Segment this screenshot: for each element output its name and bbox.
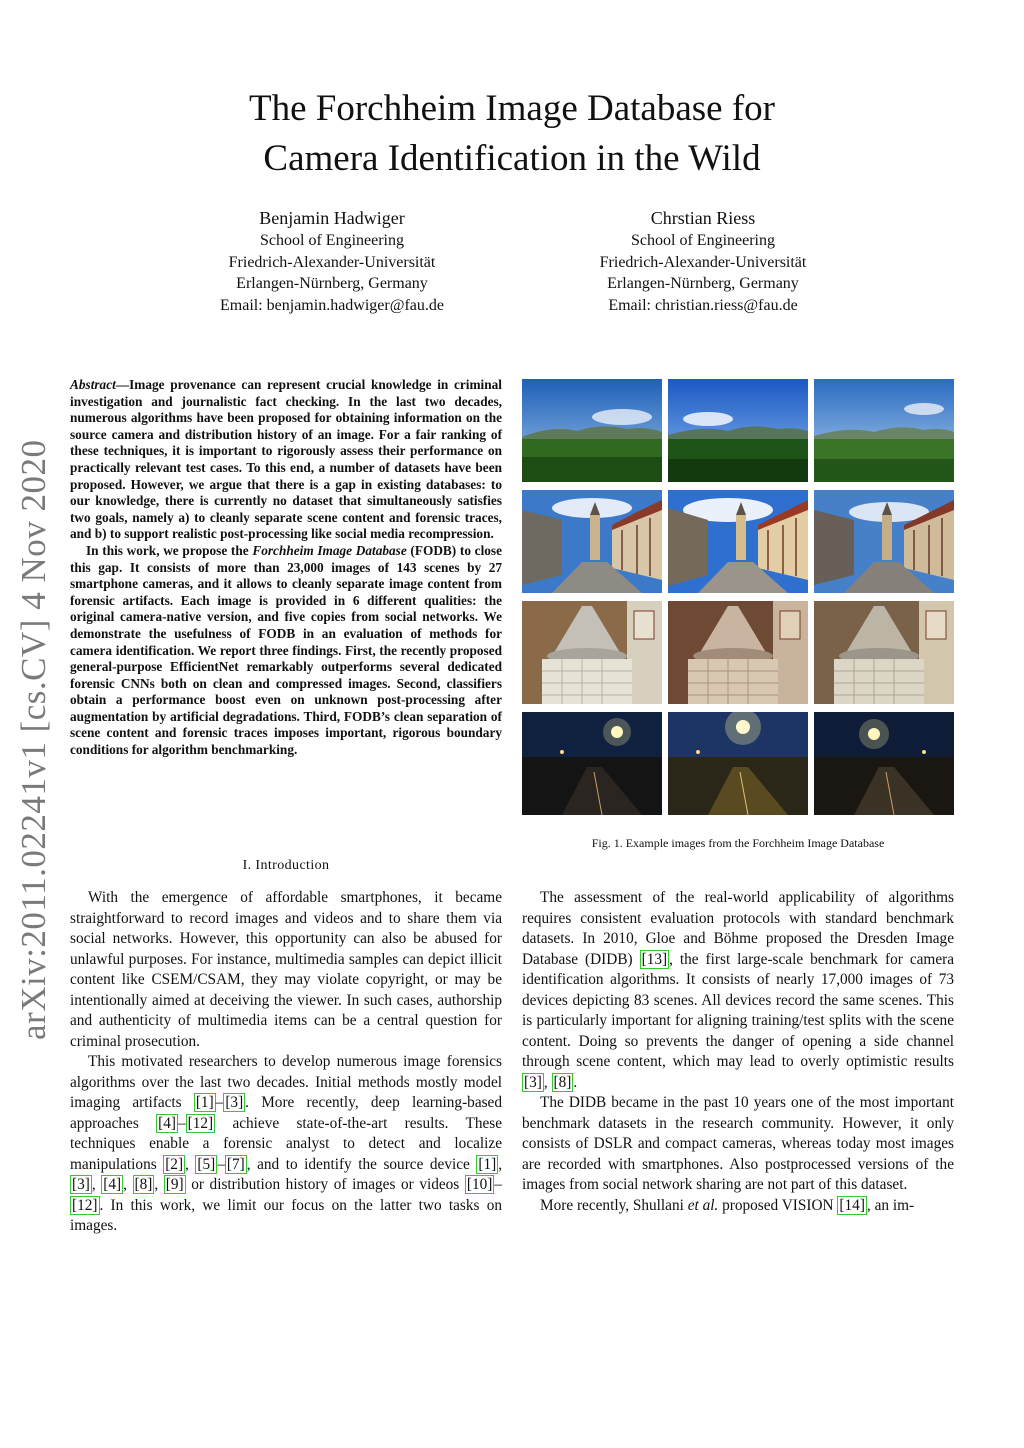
author-location: Erlangen-Nürnberg, Germany — [236, 275, 428, 292]
author-school: School of Engineering — [260, 232, 404, 249]
abstract — [70, 377, 502, 759]
example-image-kettle-1 — [522, 601, 662, 704]
abstract-paragraph-2 — [70, 543, 502, 759]
citation-link[interactable]: [7] — [226, 1155, 245, 1173]
example-image-street-1 — [522, 490, 662, 593]
example-image-night-2 — [668, 712, 808, 815]
author-name: Chrstian Riess — [650, 208, 756, 228]
citation-link[interactable]: [3] — [225, 1094, 244, 1111]
figure-caption: Fig. 1. Example images from the Forchheim Image Database — [591, 836, 885, 850]
example-image-kettle-2 — [668, 601, 808, 704]
example-image-landscape-3 — [814, 379, 954, 482]
paper-title — [112, 84, 912, 184]
citation-link[interactable]: [13] — [641, 950, 668, 968]
arxiv-identifier: arXiv:2011.02241v1 [cs.CV] 4 Nov 2020 — [14, 439, 53, 1040]
citation-link[interactable]: [9] — [165, 1176, 184, 1193]
author-location: Erlangen-Nürnberg, Germany — [607, 275, 799, 292]
citation-link[interactable]: [4] — [158, 1114, 176, 1132]
title-line-1: The Forchheim Image Database for — [248, 88, 775, 129]
example-image-kettle-3 — [814, 601, 954, 704]
citation-link[interactable]: [4] — [103, 1176, 122, 1193]
citation-link[interactable]: [8] — [553, 1073, 572, 1091]
right-column-body — [522, 888, 954, 1216]
abstract-label: Abstract — [70, 377, 116, 392]
citation-link[interactable]: [12] — [187, 1114, 214, 1132]
title-line-2: Camera Identification in the Wild — [263, 138, 761, 179]
example-image-landscape-2 — [668, 379, 808, 482]
intro-paragraph-2: This motivated researchers to develop numerous image forensics algorithms over the last two decades. Initial methods mostly model imaging artifacts [1] – [3] . More recently, deep learning-based approaches [4] – [12] achieve state-of-the-art results. These techniques enable a forensic analyst to detect and localize manipulations [2] , [5] – [7] , and to identify the source device [1] , [3] , [4] , [8] , [9] or distribution history of images or videos [10] –[12] . In this work, we limit our focus on the latter two tasks on images. — [70, 1053, 503, 1234]
introduction-body — [70, 888, 502, 1237]
citation-link[interactable]: [2] — [165, 1155, 184, 1173]
abstract-text-1: —Image provenance can represent crucial knowledge in criminal investigation and journalistic fact checking. In the last two decades, numerous algorithms have been proposed for obtaining information on the source camera and distribution history of an image. For a fair ranking of these techniques, it is important to rigorously assess their performance on practically relevant test cases. To this end, a number of datasets have been proposed. However, we argue that there is a gap in existing databases: to our knowledge, there is currently no dataset that simultaneously satisfies two goals, namely a) to cleanly separate scene content and forensic traces, and b) to support realistic post-processing like social media recompression. — [70, 377, 502, 542]
author-block-1 — [162, 206, 502, 316]
example-image-landscape-1 — [522, 379, 662, 482]
abstract-paragraph-1 — [70, 377, 502, 543]
section-heading-introduction: I. Introduction — [242, 858, 330, 873]
example-image-street-3 — [814, 490, 954, 593]
author-university: Friedrich-Alexander-Universität — [599, 253, 807, 271]
right-paragraph-1: The assessment of the real-world applicability of algorithms requires consistent evaluation protocols with standard benchmark datasets. In 2010, Gloe and Böhme proposed the Dresden Image Database (DIDB) [13] , the first large-scale benchmark for camera identification algorithms. It consists of nearly 17,000 images of 73 devices depicting 83 scenes. All devices record the same scenes. This is particularly important for aligning training/test splits with the scene content. Doing so prevents the danger of opening a side channel through scene content, which may lead to overly optimistic results [3] , [8] . — [522, 889, 954, 1091]
abstract-text-2a: In this work, we propose the — [86, 542, 253, 558]
intro-paragraph-1: With the emergence of affordable smartphones, it became straightforward to record images and videos and to share them via social networks. However, this opportunity can also be abused for unlawful purposes. For instance, multimedia samples can depict illicit content like CSEM/CSAM, they may violate copyright, or may be intentionally aimed at deceiving the viewer. In such cases, authorship and authenticity of multimedia items can be a central question for criminal prosecution. — [70, 889, 502, 1050]
citation-link[interactable]: [10] — [466, 1176, 493, 1193]
author-block-2 — [533, 206, 873, 316]
author-email[interactable]: Email: benjamin.hadwiger@fau.de — [220, 296, 444, 314]
example-image-night-3 — [814, 712, 954, 815]
right-paragraph-3: More recently, Shullani et al. proposed VISION [14] , an im- — [540, 1196, 915, 1214]
citation-link[interactable]: [5] — [197, 1155, 216, 1173]
citation-link[interactable]: [8] — [134, 1176, 153, 1193]
abstract-text-2b: (FODB) to close this gap. It consists of more than 23,000 images of 143 scenes by 27 smartphone cameras, and it allows to cleanly separate image content from forensic artifacts. Each image is provided in 6 different qualities: the original camera-native version, and five copies from social networks. We demonstrate the usefulness of FODB in an evaluation of methods for camera identification. We report three findings. First, the recently proposed general-purpose EfficientNet remarkably outperforms several dedicated forensic CNNs both on clean and compressed images. Second, classifiers obtain a performance boost even on unknown post-processing after augmentation by artificial degradations. Third, FODB’s clean separation of scene content and forensic traces imposes important, rigorous boundary conditions for algorithm benchmarking. — [70, 542, 502, 758]
author-school: School of Engineering — [631, 232, 775, 249]
author-email[interactable]: Email: christian.riess@fau.de — [608, 296, 798, 314]
citation-link[interactable]: [1] — [478, 1155, 497, 1173]
citation-link[interactable]: [3] — [72, 1176, 90, 1193]
author-university: Friedrich-Alexander-Universität — [228, 253, 436, 271]
citation-link[interactable]: [1] — [195, 1094, 214, 1111]
right-paragraph-2: The DIDB became in the past 10 years one of the most important benchmark datasets in the research community. However, it only consists of DSLR and compact cameras, whereas today most images are recorded with smartphones. Also postprocessed versions of the images from social network sharing are not part of this dataset. — [522, 1094, 954, 1193]
author-name: Benjamin Hadwiger — [259, 208, 405, 228]
citation-link[interactable]: [3] — [524, 1073, 542, 1091]
citation-link[interactable]: [12] — [72, 1196, 98, 1214]
abstract-emphasis: Forchheim Image Database — [252, 542, 407, 558]
example-image-street-2 — [668, 490, 808, 593]
citation-link[interactable]: [14] — [839, 1196, 865, 1214]
figure-example-images — [522, 379, 954, 817]
example-image-night-1 — [522, 712, 662, 815]
